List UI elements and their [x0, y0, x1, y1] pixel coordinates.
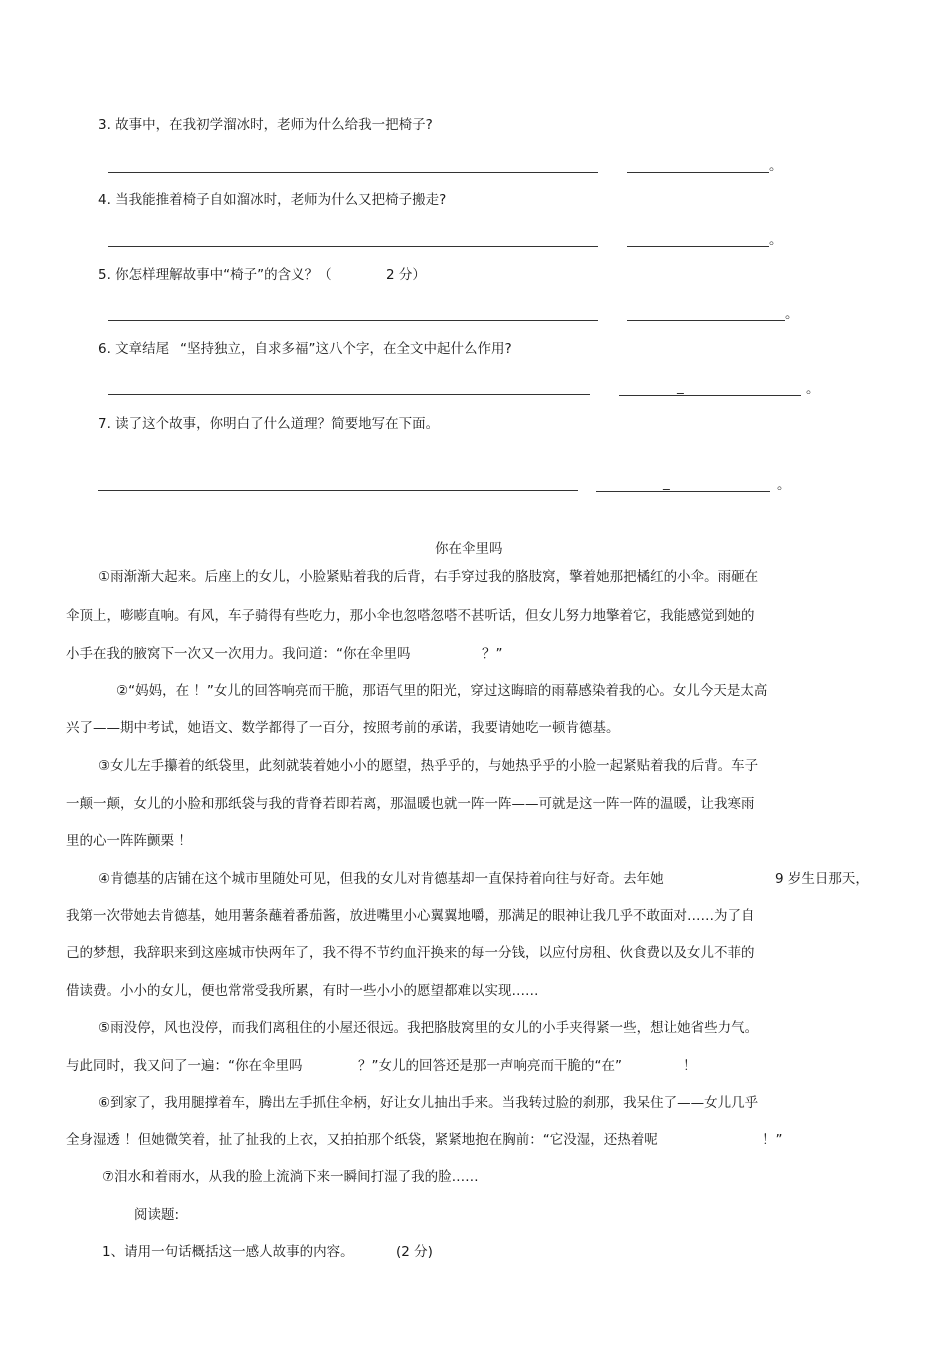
para-5-line-1: ⑤雨没停，风也没停，而我们离租住的小屋还很远。我把胳肢窝里的女儿的小手夹得紧一些，想让她省些力气。 — [98, 1020, 759, 1036]
answer-line-7a[interactable] — [98, 490, 578, 491]
reading-heading: 阅读题: — [134, 1207, 180, 1223]
para-4-line-1: ④肯德基的店铺在这个城市里随处可见，但我的女儿对肯德基却一直保持着向往与好奇。去年她 — [98, 871, 664, 887]
para-2-line-2: 兴了——期中考试，她语文、数学都得了一百分，按照考前的承诺，我要请她吃一顿肯德基。 — [66, 720, 620, 736]
answer-line-5a[interactable] — [108, 320, 598, 321]
answer-line-3a[interactable] — [108, 172, 598, 173]
answer-line-6b[interactable] — [619, 395, 801, 396]
period-4: 。 — [769, 232, 783, 248]
para-1-line-1: ①雨渐渐大起来。后座上的女儿，小脸紧贴着我的后背，右手穿过我的胳肢窝，擎着她那把橘红的小伞。雨砸在 — [98, 569, 759, 585]
question-6: 6. 文章结尾 — [98, 341, 170, 357]
para-5-line-2: 与此同时，我又问了一遍：“你在伞里吗 — [66, 1058, 303, 1074]
para-4-line-2: 我第一次带她去肯德基，她用薯条蘸着番茄酱，放进嘴里小心翼翼地嚼，那满足的眼神让我几乎不敢面对……为了自 — [66, 908, 755, 924]
answer-line-7b[interactable] — [596, 491, 770, 492]
para-7: ⑦泪水和着雨水，从我的脸上流淌下来一瞬间打湿了我的脸…… — [102, 1169, 479, 1185]
para-3-line-1: ③女儿左手攥着的纸袋里，此刻就装着她小小的愿望，热乎乎的，与她热乎乎的小脸一起紧贴着我的后背。车子 — [98, 758, 759, 774]
article-title: 你在伞里吗 — [435, 541, 503, 557]
para-6-line-1: ⑥到家了，我用腿撑着车，腾出左手抓住伞柄，好让女儿抽出手来。当我转过脸的刹那，我呆住了——女儿几乎 — [98, 1095, 759, 1111]
answer-line-4b[interactable] — [627, 246, 769, 247]
para-4-line-4: 借读费。小小的女儿，便也常常受我所累，有时一些小小的愿望都难以实现…… — [66, 983, 539, 999]
reading-question-1: 1、请用一句话概括这一感人故事的内容。 — [102, 1244, 354, 1260]
question-3: 3. 故事中，在我初学溜冰时，老师为什么给我一把椅子? — [98, 117, 433, 133]
answer-line-4a[interactable] — [108, 246, 598, 247]
underscore-mark-7: _ — [663, 475, 670, 491]
para-5-line-2-mid: ？”女儿的回答还是那一声响亮而干脆的“在” — [358, 1058, 622, 1074]
para-1-line-3-end: ？” — [482, 646, 503, 662]
answer-line-5b[interactable] — [627, 320, 785, 321]
para-5-line-2-end: ！ — [683, 1058, 697, 1074]
para-4-line-3: 己的梦想，我辞职来到这座城市快两年了，我不得不节约血汗换来的每一分钱，以应付房租、伙食费以及女儿不菲的 — [66, 945, 755, 961]
para-3-line-2: 一颠一颠，女儿的小脸和那纸袋与我的背脊若即若离，那温暖也就一阵一阵——可就是这一阵一阵的温暖，让我寒雨 — [66, 796, 755, 812]
question-5: 5. 你怎样理解故事中“椅子”的含义？（ — [98, 267, 332, 283]
question-4: 4. 当我能推着椅子自如溜冰时，老师为什么又把椅子搬走? — [98, 192, 447, 208]
period-7: 。 — [777, 477, 791, 493]
para-1-line-3: 小手在我的腋窝下一次又一次用力。我问道：“你在伞里吗 — [66, 646, 411, 662]
reading-question-1-score: (2 分) — [396, 1244, 433, 1260]
question-5-score: 2 分） — [386, 267, 426, 283]
para-4-line-1-end: 9 岁生日那天， — [775, 871, 869, 887]
period-6: 。 — [806, 381, 820, 397]
answer-line-3b[interactable] — [627, 172, 769, 173]
para-6-line-2: 全身湿透 ！但她微笑着，扯了扯我的上衣，又拍拍那个纸袋，紧紧地抱在胸前：“它没湿，还热着呢 — [66, 1132, 658, 1148]
period-5: 。 — [785, 306, 799, 322]
question-7: 7. 读了这个故事，你明白了什么道理？简要地写在下面。 — [98, 416, 440, 432]
question-6-text: “坚持独立，自求多福”这八个字，在全文中起什么作用? — [180, 341, 512, 357]
para-1-line-2: 伞顶上，嘭嘭直响。有风，车子骑得有些吃力，那小伞也忽嗒忽嗒不甚听话，但女儿努力地擎着它，我能感觉到她的 — [66, 608, 755, 624]
para-6-line-2-end: ！” — [762, 1132, 783, 1148]
para-2-line-1: ②“妈妈，在 ！”女儿的回答响亮而干脆，那语气里的阳光，穿过这晦暗的雨幕感染着我的心。女儿今天是太高 — [116, 683, 768, 699]
para-3-line-3: 里的心一阵阵颤栗 ！ — [66, 833, 192, 849]
underscore-mark-6: _ — [677, 379, 684, 395]
answer-line-6a[interactable] — [108, 394, 590, 395]
period-3: 。 — [769, 158, 783, 174]
